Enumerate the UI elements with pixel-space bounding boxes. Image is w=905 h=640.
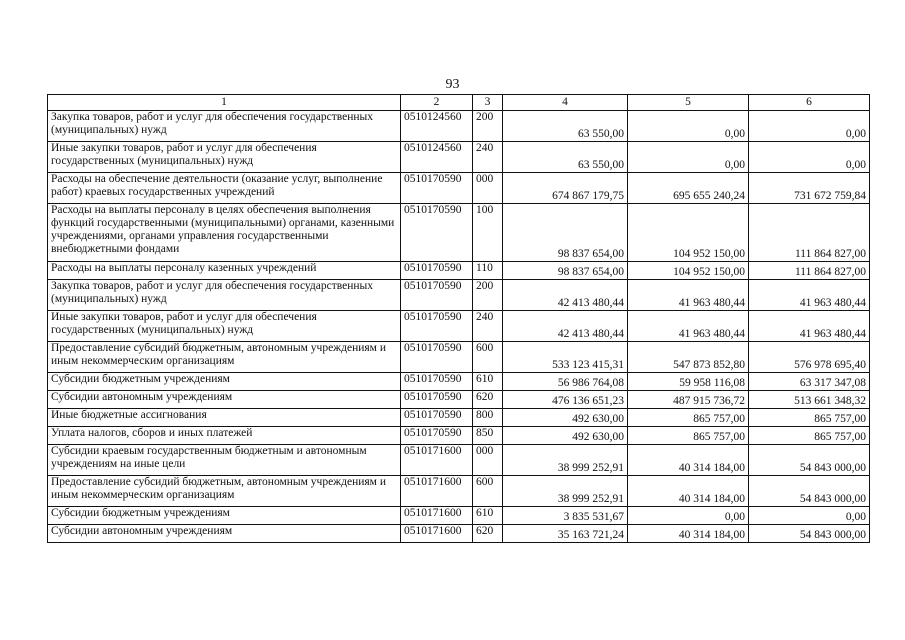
row-value-col4: 63 550,00 — [503, 111, 628, 142]
row-value-col6: 865 757,00 — [749, 409, 870, 427]
row-value-col6: 576 978 695,40 — [749, 342, 870, 373]
row-type-cell: 600 — [473, 476, 503, 507]
row-type-cell: 000 — [473, 445, 503, 476]
row-type-cell: 610 — [473, 373, 503, 391]
row-value-col5: 104 952 150,00 — [628, 262, 749, 280]
row-type-cell: 620 — [473, 391, 503, 409]
row-value-col6: 731 672 759,84 — [749, 173, 870, 204]
table-row — [48, 525, 870, 543]
budget-table — [47, 94, 870, 543]
row-value-col4: 3 835 531,67 — [503, 507, 628, 525]
row-value-col5: 40 314 184,00 — [628, 525, 749, 543]
row-code-cell: 0510171600 — [401, 525, 473, 543]
page-number: 93 — [445, 77, 460, 92]
row-value-col6: 0,00 — [749, 142, 870, 173]
table-row — [48, 476, 870, 507]
row-value-col6: 63 317 347,08 — [749, 373, 870, 391]
row-name-cell: Закупка товаров, работ и услуг для обеспечения государственных (муниципальных) нужд — [48, 111, 401, 142]
row-value-col4: 42 413 480,44 — [503, 280, 628, 311]
row-value-col4: 38 999 252,91 — [503, 445, 628, 476]
row-code-cell: 0510170590 — [401, 427, 473, 445]
row-value-col6: 0,00 — [749, 111, 870, 142]
row-type-cell: 110 — [473, 262, 503, 280]
row-value-col5: 104 952 150,00 — [628, 204, 749, 262]
row-value-col5: 40 314 184,00 — [628, 445, 749, 476]
table-row — [48, 142, 870, 173]
row-value-col6: 54 843 000,00 — [749, 525, 870, 543]
row-name-cell: Иные закупки товаров, работ и услуг для обеспечения государственных (муниципальных) нужд — [48, 142, 401, 173]
row-value-col4: 492 630,00 — [503, 427, 628, 445]
row-value-col5: 59 958 116,08 — [628, 373, 749, 391]
row-value-col4: 492 630,00 — [503, 409, 628, 427]
column-header-4: 4 — [503, 95, 628, 111]
table-row — [48, 280, 870, 311]
table-row — [48, 373, 870, 391]
row-name-cell: Закупка товаров, работ и услуг для обеспечения государственных (муниципальных) нужд — [48, 280, 401, 311]
table-row — [48, 204, 870, 262]
row-name-cell: Иные бюджетные ассигнования — [48, 409, 401, 427]
row-name-cell: Уплата налогов, сборов и иных платежей — [48, 427, 401, 445]
row-value-col6: 111 864 827,00 — [749, 204, 870, 262]
column-header-3: 3 — [473, 95, 503, 111]
row-value-col4: 63 550,00 — [503, 142, 628, 173]
row-type-cell: 200 — [473, 111, 503, 142]
row-name-cell: Расходы на выплаты персоналу казенных учреждений — [48, 262, 401, 280]
column-header-1: 1 — [48, 95, 401, 111]
row-value-col6: 41 963 480,44 — [749, 311, 870, 342]
row-value-col6: 0,00 — [749, 507, 870, 525]
row-value-col4: 35 163 721,24 — [503, 525, 628, 543]
row-value-col6: 513 661 348,32 — [749, 391, 870, 409]
row-code-cell: 0510170590 — [401, 391, 473, 409]
row-code-cell: 0510171600 — [401, 507, 473, 525]
row-code-cell: 0510124560 — [401, 111, 473, 142]
row-name-cell: Субсидии бюджетным учреждениям — [48, 373, 401, 391]
row-name-cell: Субсидии автономным учреждениям — [48, 391, 401, 409]
row-type-cell: 100 — [473, 204, 503, 262]
row-name-cell: Расходы на обеспечение деятельности (оказание услуг, выполнение работ) краевых государственных учреждений — [48, 173, 401, 204]
table-row — [48, 427, 870, 445]
row-code-cell: 0510170590 — [401, 173, 473, 204]
row-value-col4: 674 867 179,75 — [503, 173, 628, 204]
row-value-col5: 487 915 736,72 — [628, 391, 749, 409]
row-type-cell: 620 — [473, 525, 503, 543]
row-value-col5: 0,00 — [628, 142, 749, 173]
table-row — [48, 173, 870, 204]
table-row — [48, 409, 870, 427]
row-code-cell: 0510170590 — [401, 373, 473, 391]
row-value-col5: 0,00 — [628, 111, 749, 142]
row-code-cell: 0510170590 — [401, 262, 473, 280]
row-type-cell: 240 — [473, 142, 503, 173]
row-name-cell: Субсидии краевым государственным бюджетным и автономным учреждениям на иные цели — [48, 445, 401, 476]
row-name-cell: Расходы на выплаты персоналу в целях обеспечения выполнения функций государственными (муниципальными) органами, казенными учреждениями, органами управления государственными внебюджетными фондами — [48, 204, 401, 262]
row-code-cell: 0510170590 — [401, 342, 473, 373]
table-row — [48, 445, 870, 476]
row-value-col4: 38 999 252,91 — [503, 476, 628, 507]
row-value-col6: 111 864 827,00 — [749, 262, 870, 280]
row-value-col4: 42 413 480,44 — [503, 311, 628, 342]
row-code-cell: 0510170590 — [401, 409, 473, 427]
table-row — [48, 311, 870, 342]
row-code-cell: 0510124560 — [401, 142, 473, 173]
row-value-col6: 54 843 000,00 — [749, 476, 870, 507]
row-code-cell: 0510171600 — [401, 476, 473, 507]
row-code-cell: 0510171600 — [401, 445, 473, 476]
row-value-col5: 695 655 240,24 — [628, 173, 749, 204]
column-header-2: 2 — [401, 95, 473, 111]
row-name-cell: Предоставление субсидий бюджетным, автономным учреждениям и иным некоммерческим организациям — [48, 476, 401, 507]
row-type-cell: 000 — [473, 173, 503, 204]
row-value-col5: 41 963 480,44 — [628, 280, 749, 311]
row-name-cell: Субсидии бюджетным учреждениям — [48, 507, 401, 525]
row-type-cell: 800 — [473, 409, 503, 427]
row-value-col6: 54 843 000,00 — [749, 445, 870, 476]
table-row — [48, 262, 870, 280]
row-code-cell: 0510170590 — [401, 280, 473, 311]
row-value-col5: 547 873 852,80 — [628, 342, 749, 373]
row-name-cell: Предоставление субсидий бюджетным, автономным учреждениям и иным некоммерческим организациям — [48, 342, 401, 373]
row-value-col5: 865 757,00 — [628, 409, 749, 427]
row-name-cell: Иные закупки товаров, работ и услуг для обеспечения государственных (муниципальных) нужд — [48, 311, 401, 342]
row-type-cell: 850 — [473, 427, 503, 445]
row-value-col4: 98 837 654,00 — [503, 204, 628, 262]
row-type-cell: 240 — [473, 311, 503, 342]
row-type-cell: 200 — [473, 280, 503, 311]
table-row — [48, 342, 870, 373]
row-value-col4: 98 837 654,00 — [503, 262, 628, 280]
row-value-col4: 476 136 651,23 — [503, 391, 628, 409]
row-value-col5: 41 963 480,44 — [628, 311, 749, 342]
row-name-cell: Субсидии автономным учреждениям — [48, 525, 401, 543]
column-header-6: 6 — [749, 95, 870, 111]
row-value-col5: 0,00 — [628, 507, 749, 525]
row-code-cell: 0510170590 — [401, 311, 473, 342]
table-body — [48, 111, 870, 543]
table-row — [48, 111, 870, 142]
column-header-5: 5 — [628, 95, 749, 111]
table-row — [48, 507, 870, 525]
row-code-cell: 0510170590 — [401, 204, 473, 262]
row-value-col4: 533 123 415,31 — [503, 342, 628, 373]
header-row — [48, 95, 870, 111]
row-type-cell: 610 — [473, 507, 503, 525]
row-type-cell: 600 — [473, 342, 503, 373]
row-value-col6: 41 963 480,44 — [749, 280, 870, 311]
table-row — [48, 391, 870, 409]
row-value-col4: 56 986 764,08 — [503, 373, 628, 391]
row-value-col5: 40 314 184,00 — [628, 476, 749, 507]
row-value-col6: 865 757,00 — [749, 427, 870, 445]
row-value-col5: 865 757,00 — [628, 427, 749, 445]
